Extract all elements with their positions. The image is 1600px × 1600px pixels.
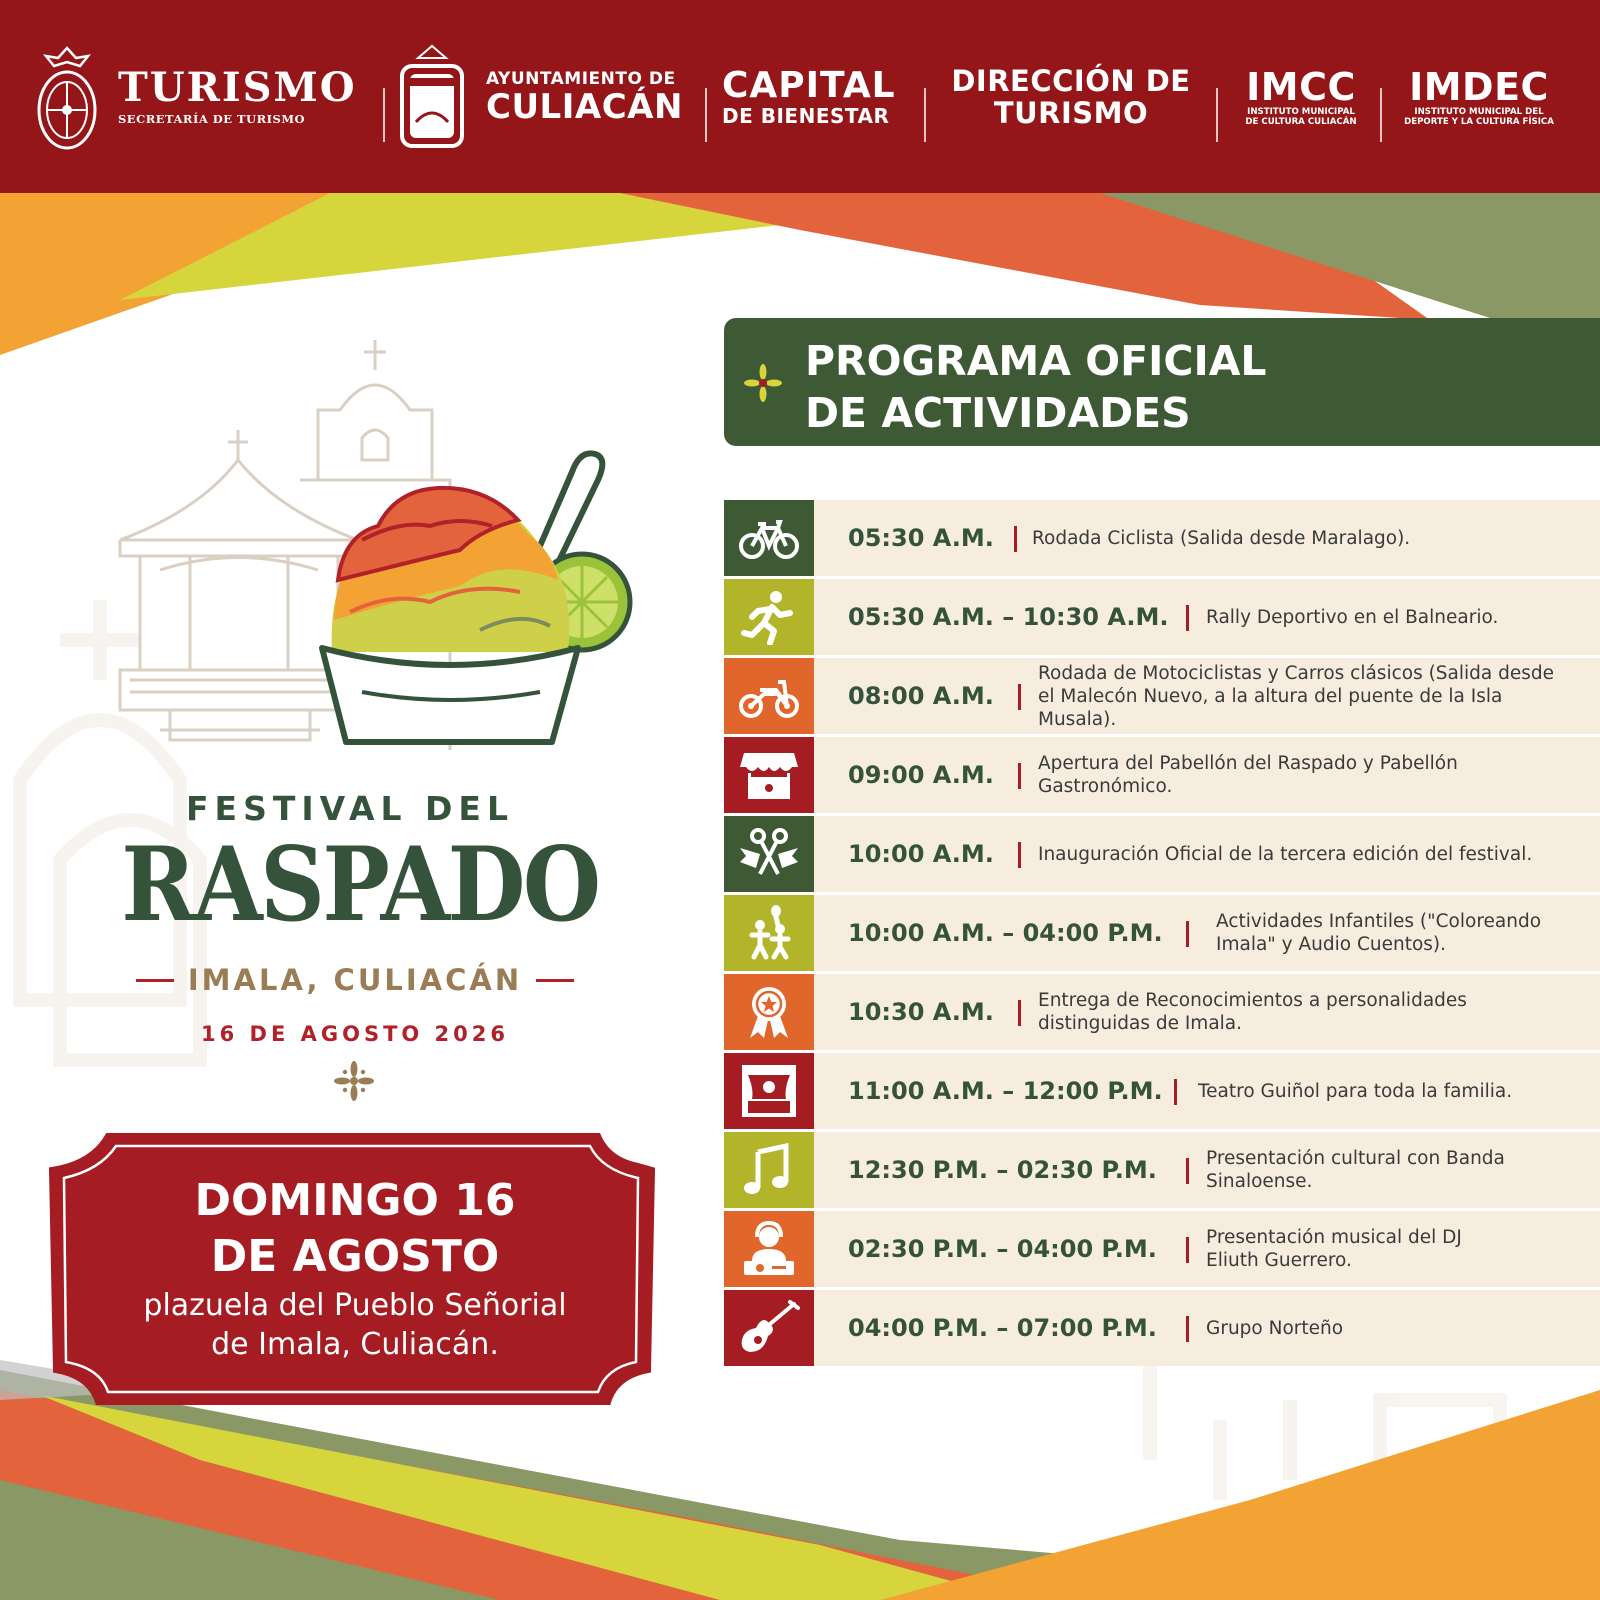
row-icon-box (724, 974, 814, 1050)
row-icon-box (724, 658, 814, 734)
music-note-icon (738, 1142, 800, 1198)
row-time: 04:00 P.M. – 07:00 P.M. (848, 1314, 1157, 1342)
row-divider (1186, 921, 1189, 947)
row-divider (1186, 1316, 1189, 1342)
row-time: 10:00 A.M. – 04:00 P.M. (848, 919, 1163, 947)
program-title-line1: PROGRAMA OFICIAL (805, 337, 1267, 385)
schedule-row (724, 1290, 1600, 1366)
schedule-row (724, 658, 1600, 734)
row-description: Actividades Infantiles ("Coloreando Imala" y Audio Cuentos). (1216, 911, 1542, 955)
banner-date-title (60, 1173, 650, 1285)
bicycle-icon (738, 510, 800, 566)
divider-line (536, 979, 574, 982)
scissors-ribbon-icon (738, 826, 800, 882)
flower-ornament-icon (333, 1060, 375, 1102)
row-icon-box (724, 816, 814, 892)
row-description: Teatro Guiñol para toda la familia. (1198, 1080, 1513, 1102)
banner-place-line1: plazuela del Pueblo Señorial (143, 1288, 567, 1323)
banner-place-line2: de Imala, Culiacán. (211, 1327, 499, 1362)
ayuntamiento-subtitle: AYUNTAMIENTO DE (486, 68, 676, 89)
cup-icon (322, 648, 578, 742)
row-description: Inauguración Oficial de la tercera edición del festival. (1038, 843, 1533, 865)
row-time: 09:00 A.M. (848, 761, 994, 789)
row-icon-box (724, 500, 814, 576)
row-description: Grupo Norteño (1206, 1317, 1344, 1339)
row-time: 08:00 A.M. (848, 682, 994, 710)
gazebo-icon (120, 430, 358, 740)
row-time: 02:30 P.M. – 04:00 P.M. (848, 1235, 1157, 1263)
row-time: 10:00 A.M. (848, 840, 994, 868)
schedule-row (724, 1132, 1600, 1208)
row-icon-box (724, 1290, 814, 1366)
row-divider (1174, 1079, 1177, 1105)
program-title (805, 335, 1565, 439)
row-icon-box (724, 737, 814, 813)
imdec-subtitle-1: INSTITUTO MUNICIPAL DEL (1414, 106, 1544, 117)
imdec-subtitle-2: DEPORTE Y LA CULTURA FÍSICA (1404, 116, 1554, 127)
row-time: 12:30 P.M. – 02:30 P.M. (848, 1156, 1157, 1184)
schedule-row (724, 500, 1600, 576)
festival-date: 16 DE AGOSTO 2026 (200, 1022, 510, 1046)
turismo-title: TURISMO (118, 64, 357, 111)
divider-line (136, 979, 174, 982)
row-divider (1186, 605, 1189, 631)
imcc-subtitle-1: INSTITUTO MUNICIPAL (1247, 106, 1355, 117)
row-description: Presentación musical del DJ Eliuth Guerrero. (1206, 1227, 1462, 1271)
row-icon-box (724, 1132, 814, 1208)
row-description: Apertura del Pabellón del Raspado y Pabellón Gastronómico. (1038, 753, 1458, 797)
row-divider (1018, 1000, 1021, 1026)
imcc-title: IMCC (1246, 64, 1356, 109)
row-divider (1186, 1158, 1189, 1184)
imcc-subtitle-2: DE CULTURA CULIACÁN (1245, 116, 1357, 127)
banner-line2: DE AGOSTO (210, 1231, 500, 1282)
program-title-line2: DE ACTIVIDADES (805, 389, 1191, 437)
row-description: Entrega de Reconocimientos a personalidades distinguidas de Imala. (1038, 990, 1467, 1034)
schedule-list (724, 500, 1600, 1369)
award-ribbon-icon (738, 984, 800, 1040)
festival-title: RASPADO (121, 825, 599, 945)
row-icon-box (724, 1211, 814, 1287)
flower-ornament-icon (742, 362, 784, 404)
festival-subtitle: FESTIVAL DEL (186, 789, 514, 828)
children-icon (738, 905, 800, 961)
direccion-line2: TURISMO (993, 95, 1149, 130)
capital-subtitle: DE BIENESTAR (722, 103, 890, 128)
row-icon-box (724, 579, 814, 655)
turismo-subtitle: SECRETARÍA DE TURISMO (118, 112, 306, 126)
schedule-row (724, 579, 1600, 655)
row-description: Rodada de Motociclistas y Carros clásicos (Salida desde el Malecón Nuevo, a la altura del puente de la Isla Musala). (1038, 662, 1555, 730)
row-divider (1014, 526, 1017, 552)
row-divider (1186, 1237, 1189, 1263)
banner-line1: DOMINGO 16 (194, 1175, 516, 1226)
row-description: Rodada Ciclista (Salida desde Maralago). (1032, 527, 1411, 549)
schedule-row (724, 816, 1600, 892)
capital-title: CAPITAL (722, 64, 896, 106)
guitar-icon (738, 1300, 800, 1356)
motorcycle-icon (738, 668, 800, 724)
row-time: 11:00 A.M. – 12:00 P.M. (848, 1077, 1163, 1105)
row-time: 05:30 A.M. (848, 524, 994, 552)
row-icon-box (724, 895, 814, 971)
ayuntamiento-title: CULIACÁN (486, 86, 683, 127)
row-description: Rally Deportivo en el Balneario. (1206, 606, 1499, 628)
puppet-theater-icon (738, 1063, 800, 1119)
schedule-row (724, 1211, 1600, 1287)
dj-icon (738, 1221, 800, 1277)
direccion-line1: DIRECCIÓN DE (951, 63, 1191, 98)
runner-icon (738, 589, 800, 645)
schedule-row (724, 1053, 1600, 1129)
festival-place-row (110, 958, 600, 1002)
schedule-row (724, 895, 1600, 971)
imdec-title: IMDEC (1409, 64, 1549, 109)
row-divider (1018, 842, 1021, 868)
schedule-row (724, 737, 1600, 813)
festival-place: IMALA, CULIACÁN (187, 963, 523, 997)
row-time: 05:30 A.M. – 10:30 A.M. (848, 603, 1169, 631)
row-divider (1018, 763, 1021, 789)
row-icon-box (724, 1053, 814, 1129)
raspado-illustration (100, 330, 660, 770)
market-stall-icon (738, 747, 800, 803)
row-time: 10:30 A.M. (848, 998, 994, 1026)
row-divider (1018, 684, 1021, 710)
row-description: Presentación cultural con Banda Sinaloense. (1206, 1148, 1505, 1192)
banner-place (60, 1286, 650, 1364)
schedule-row (724, 974, 1600, 1050)
